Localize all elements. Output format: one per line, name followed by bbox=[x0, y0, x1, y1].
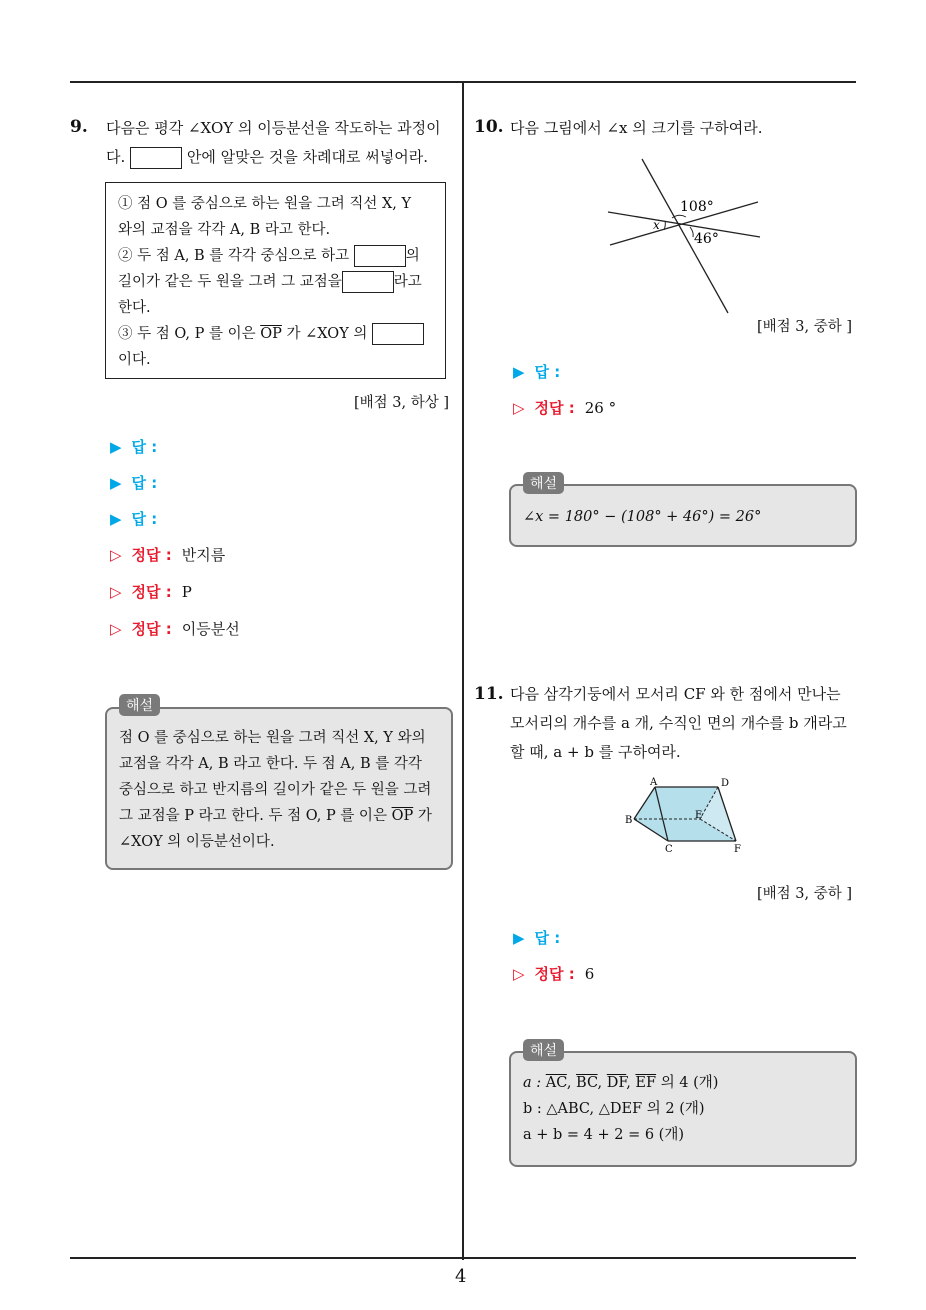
answer-label: 답 : bbox=[131, 510, 158, 528]
q9-correct-row-3 bbox=[110, 618, 240, 639]
proc-step2c: 한다. bbox=[118, 300, 151, 316]
q10-number: 10. bbox=[474, 117, 504, 137]
proc-step3b: 이다. bbox=[118, 352, 151, 368]
answer-label: 답 : bbox=[534, 929, 561, 947]
correct-triangle-icon: ▷ bbox=[110, 582, 122, 601]
correct-label: 정답 : bbox=[534, 399, 575, 417]
q9-expl-line3: 중심으로 하고 반지름의 길이가 같은 두 원을 그려 bbox=[119, 782, 432, 798]
answer-arrow-icon: ▶ bbox=[110, 473, 122, 492]
correct-answer: 이등분선 bbox=[181, 620, 240, 638]
q9-blank-inline bbox=[130, 147, 182, 169]
q9-text bbox=[106, 114, 456, 172]
q9-answer-row-3 bbox=[110, 508, 157, 529]
vertex-B: B bbox=[625, 815, 633, 826]
q11-correct-row bbox=[513, 963, 594, 984]
q11-number: 11. bbox=[474, 684, 504, 704]
proc-step2a: ② 두 점 A, B 를 각각 중심으로 하고 의 bbox=[118, 243, 433, 269]
q10-score: [배점 3, 중하 ] bbox=[757, 319, 853, 335]
proc-blank-2 bbox=[342, 271, 394, 293]
proc-step1a: ① 점 O 를 중심으로 하는 원을 그려 직선 X, Y bbox=[118, 196, 412, 212]
proc-step2b: 길이가 같은 두 원을 그려 그 교점을 라고 bbox=[118, 269, 433, 295]
answer-arrow-icon: ▶ bbox=[513, 362, 525, 381]
correct-label: 정답 : bbox=[534, 965, 575, 983]
q9-answer-row-1 bbox=[110, 436, 157, 457]
correct-answer: 반지름 bbox=[181, 546, 226, 564]
q11-explanation-tag: 해설 bbox=[523, 1039, 564, 1061]
q9-line2: 다. 안에 알맞은 것을 차례대로 써넣어라. bbox=[106, 143, 456, 172]
q9-score: [배점 3, 하상 ] bbox=[354, 395, 450, 411]
q9-correct-row-1 bbox=[110, 544, 225, 565]
q11-score: [배점 3, 중하 ] bbox=[757, 886, 853, 902]
q9-procedure-box bbox=[105, 182, 446, 379]
proc-blank-1 bbox=[354, 245, 406, 267]
q9-expl-line4: 그 교점을 P 라고 한다. 두 점 O, P 를 이은 $\overline{OP}$ 가 bbox=[119, 808, 432, 824]
proc-blank-3 bbox=[372, 323, 424, 345]
correct-triangle-icon: ▷ bbox=[513, 964, 525, 983]
q11-line3: 할 때, a + b 를 구하여라. bbox=[510, 743, 681, 761]
q9-expl-line1: 점 O 를 중심으로 하는 원을 그려 직선 X, Y 와의 bbox=[119, 730, 426, 746]
vertex-E: E bbox=[695, 810, 703, 821]
correct-triangle-icon: ▷ bbox=[110, 545, 122, 564]
q10-correct-row bbox=[513, 397, 616, 418]
q11-line1: 다음 삼각기둥에서 모서리 CF 와 한 점에서 만나는 bbox=[510, 685, 841, 703]
q9-line1: 다음은 평각 ∠XOY 의 이등분선을 작도하는 과정이 bbox=[106, 119, 441, 137]
q9-correct-row-2 bbox=[110, 581, 192, 602]
answer-arrow-icon: ▶ bbox=[110, 509, 122, 528]
q11-answer-row bbox=[513, 927, 560, 948]
correct-answer: 26 ° bbox=[584, 398, 617, 417]
q10-expl-line: ∠x = 180° − (108° + 46°) = 26° bbox=[523, 509, 762, 525]
proc-step3a: ③ 두 점 O, P 를 이은 $\overline{OP}$ 가 ∠XOY 의 bbox=[118, 321, 433, 347]
q11-expl-line1: a : $\overline{AC}$, $\overline{BC}$, $\overline{DF}$, $\overline{EF}$ 의 4 (개) bbox=[523, 1075, 719, 1091]
column-divider bbox=[462, 82, 464, 1260]
q9-expl-line5: ∠XOY 의 이등분선이다. bbox=[119, 834, 275, 850]
answer-label: 답 : bbox=[534, 363, 561, 381]
answer-label: 답 : bbox=[131, 438, 158, 456]
angle-46-label: 46° bbox=[694, 231, 719, 247]
answer-arrow-icon: ▶ bbox=[513, 928, 525, 947]
proc-step1b: 와의 교점을 각각 A, B 라고 한다. bbox=[118, 222, 331, 238]
vertex-A: A bbox=[650, 777, 658, 788]
correct-label: 정답 : bbox=[131, 620, 172, 638]
correct-label: 정답 : bbox=[131, 546, 172, 564]
answer-arrow-icon: ▶ bbox=[110, 437, 122, 456]
q10-explanation-tag: 해설 bbox=[523, 472, 564, 494]
q11-expl-line2: b : △ABC, △DEF 의 2 (개) bbox=[523, 1101, 705, 1117]
answer-label: 답 : bbox=[131, 474, 158, 492]
q9-explanation-tag: 해설 bbox=[119, 694, 160, 716]
correct-answer: 6 bbox=[584, 964, 595, 983]
bottom-rule bbox=[70, 1257, 856, 1259]
q10-answer-row bbox=[513, 361, 560, 382]
q11-expl-line3: a + b = 4 + 2 = 6 (개) bbox=[523, 1127, 685, 1143]
vertex-C: C bbox=[665, 844, 673, 855]
angle-x-label: x bbox=[653, 218, 660, 232]
q9-explanation-box bbox=[105, 707, 453, 870]
correct-triangle-icon: ▷ bbox=[110, 619, 122, 638]
correct-answer: P bbox=[181, 582, 192, 601]
q11-line2: 모서리의 개수를 a 개, 수직인 면의 개수를 b 개라고 bbox=[510, 714, 847, 732]
q9-answer-row-2 bbox=[110, 472, 157, 493]
vertex-D: D bbox=[721, 778, 730, 789]
q11-text bbox=[510, 680, 860, 767]
q10-text: 다음 그림에서 ∠x 의 크기를 구하여라. bbox=[510, 119, 763, 137]
page-number: 4 bbox=[455, 1266, 467, 1287]
q11-prism-figure bbox=[620, 775, 750, 855]
q11-explanation-box bbox=[509, 1051, 857, 1167]
q9-number: 9. bbox=[70, 117, 88, 137]
q10-figure bbox=[600, 155, 770, 320]
correct-label: 정답 : bbox=[131, 583, 172, 601]
angle-108-label: 108° bbox=[680, 199, 714, 215]
q9-expl-line2: 교점을 각각 A, B 라고 한다. 두 점 A, B 를 각각 bbox=[119, 756, 422, 772]
correct-triangle-icon: ▷ bbox=[513, 398, 525, 417]
vertex-F: F bbox=[734, 844, 741, 855]
